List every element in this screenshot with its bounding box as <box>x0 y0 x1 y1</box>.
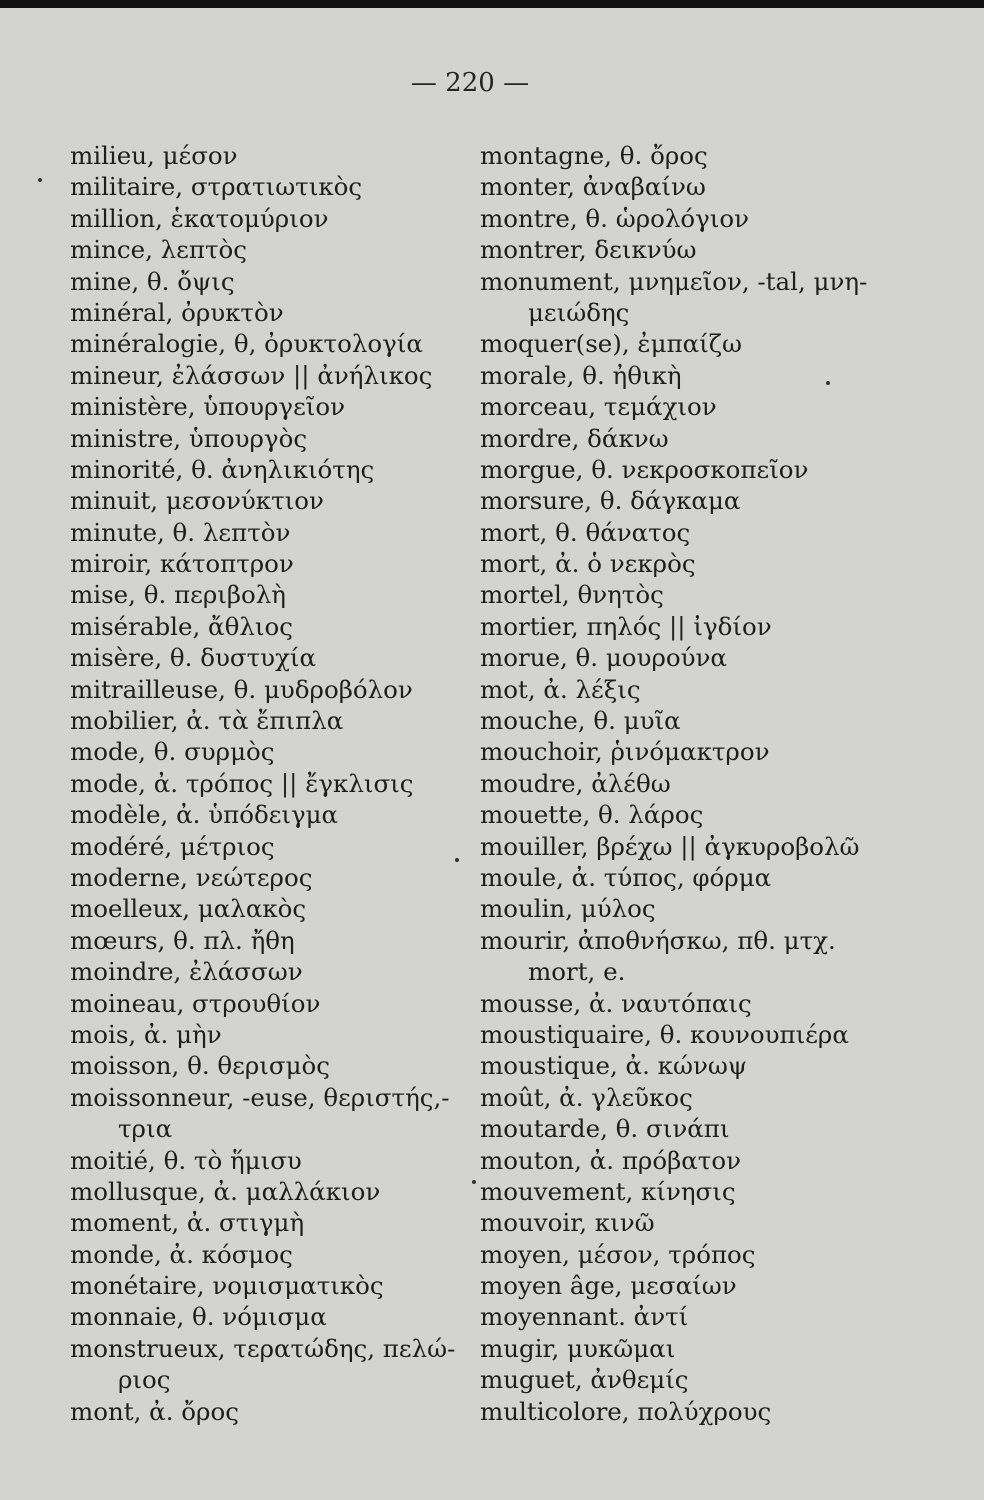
entry: moût, ἀ. γλεῦκος <box>480 1082 693 1112</box>
entry: mortier, πηλός || ἰγδίον <box>480 611 772 641</box>
dictionary-page <box>0 8 984 1500</box>
ink-speck <box>455 858 459 862</box>
entry: million, ἑκατομύριον <box>70 203 329 233</box>
entry: moitié, θ. τὸ ἥμισυ <box>70 1145 302 1175</box>
entry: mouvement, κίνησις <box>480 1176 736 1206</box>
entry: muguet, ἀνθεμίς <box>480 1365 689 1395</box>
entry: moudre, ἀλέθω <box>480 768 671 798</box>
entry: montagne, θ. ὄρος <box>480 141 708 170</box>
entry: mont, ἀ. ὄρος <box>70 1396 239 1426</box>
entry: monnaie, θ. νόμισμα <box>70 1302 327 1332</box>
page-number: — 220 — <box>410 68 530 98</box>
entry: monter, ἀναβαίνω <box>480 172 706 202</box>
entry: moquer(se), ἐμπαίζω <box>480 329 742 359</box>
entry: mouette, θ. λάρος <box>480 800 704 830</box>
entry: montre, θ. ὡρολόγιον <box>480 203 750 233</box>
entry: mois, ἀ. μὴν <box>70 1019 222 1049</box>
entry: monétaire, νομισματικὸς <box>70 1271 384 1301</box>
entry: moyennant. ἀντί <box>480 1302 689 1332</box>
entry: mort, θ. θάνατος <box>480 517 691 547</box>
entry: mugir, μυκῶμαι <box>480 1333 676 1363</box>
entry: miroir, κάτοπτρον <box>70 549 294 579</box>
entry: mortel, θνητὸς <box>480 580 664 610</box>
entry: mollusque, ἀ. μαλλάκιον <box>70 1176 381 1206</box>
right-column <box>480 140 880 1427</box>
entry: mordre, δάκνω <box>480 423 669 453</box>
entry: misérable, ἄθλιος <box>70 611 293 641</box>
entry: mitrailleuse, θ. μυδροβόλον <box>70 674 413 704</box>
entry: moindre, ἐλάσσων <box>70 957 303 987</box>
entry: mine, θ. ὄψις <box>70 266 235 296</box>
entry: mobilier, ἀ. τὰ ἔπιπλα <box>70 706 344 736</box>
entry: mœurs, θ. πλ. ἤθη <box>70 925 295 955</box>
entry: mince, λεπτὸς <box>70 235 247 265</box>
entry: minute, θ. λεπτὸν <box>70 517 291 547</box>
entry: moyen, μέσον, τρόπος <box>480 1239 756 1269</box>
entry: morue, θ. μουρούνα <box>480 643 727 673</box>
entry: moutarde, θ. σινάπι <box>480 1114 730 1144</box>
entry: moderne, νεώτερος <box>70 862 313 892</box>
entry: monde, ἀ. κόσμος <box>70 1239 293 1269</box>
entry: mousse, ἀ. ναυτόπαις <box>480 988 752 1018</box>
entry: ministère, ὑπουργεῖον <box>70 392 346 422</box>
entry: morsure, θ. δάγκαμα <box>480 486 741 516</box>
entry: milieu, μέσον <box>70 141 238 170</box>
entry: misère, θ. δυστυχία <box>70 643 317 673</box>
entry: morceau, τεμάχιον <box>480 392 717 422</box>
left-column <box>70 140 460 1427</box>
entry: moisson, θ. θερισμὸς <box>70 1051 330 1081</box>
entry: monument, μνημεῖον, -tal, μνη- <box>480 266 868 296</box>
entry: moelleux, μαλακὸς <box>70 894 307 924</box>
entry: mode, ἀ. τρόπος || ἔγκλισις <box>70 768 414 798</box>
entry: mineur, ἐλάσσων || ἀνήλικος <box>70 360 433 390</box>
entry: morale, θ. ἠθικὴ <box>480 360 682 390</box>
entry: moyen âge, μεσαίων <box>480 1271 737 1301</box>
entry: moulin, μύλος <box>480 894 656 924</box>
entry-continuation: τρια <box>118 1114 173 1144</box>
entry: militaire, στρατιωτικὸς <box>70 172 363 202</box>
entry-continuation: ριος <box>118 1365 171 1395</box>
entry: moineau, στρουθίον <box>70 988 321 1018</box>
entry: mort, ἀ. ὁ νεκρὸς <box>480 549 696 579</box>
entry: montrer, δεικνύω <box>480 235 697 265</box>
entry: monstrueux, τερατώδης, πελώ- <box>70 1333 456 1363</box>
entry: minéralogie, θ, ὀρυκτολογία <box>70 329 423 359</box>
entry: minuit, μεσονύκτιον <box>70 486 324 516</box>
entry: mise, θ. περιβολὴ <box>70 580 286 610</box>
ink-speck <box>826 381 830 385</box>
ink-speck <box>472 1180 476 1184</box>
entry: modéré, μέτριος <box>70 831 275 861</box>
entry-continuation: μειώδης <box>528 297 630 327</box>
entry: mouche, θ. μυῖα <box>480 706 681 736</box>
entry: modèle, ἀ. ὑπόδειγμα <box>70 800 339 830</box>
entry: mode, θ. συρμὸς <box>70 737 275 767</box>
entry: moustique, ἀ. κώνωψ <box>480 1051 748 1081</box>
entry: mouiller, βρέχω || ἀγκυροβολῶ <box>480 831 860 861</box>
entry: mot, ἀ. λέξις <box>480 674 641 704</box>
entry: mouton, ἀ. πρόβατον <box>480 1145 741 1175</box>
entry: moissonneur, -euse, θεριστής,- <box>70 1082 450 1112</box>
entry: minorité, θ. ἀνηλικιότης <box>70 454 375 484</box>
entry-continuation: mort, e. <box>528 957 626 987</box>
entry: mouchoir, ῥινόμακτρον <box>480 737 770 767</box>
entry: moule, ἀ. τύπος, φόρμα <box>480 862 772 892</box>
entry: minéral, ὀρυκτὸν <box>70 297 284 327</box>
entry: moustiquaire, θ. κουνουπιέρα <box>480 1019 849 1049</box>
entry: moment, ἀ. στιγμὴ <box>70 1208 305 1238</box>
entry: morgue, θ. νεκροσκοπεῖον <box>480 454 809 484</box>
ink-speck <box>38 178 42 182</box>
entry: mourir, ἀποθνήσκω, πθ. μτχ. <box>480 925 836 955</box>
entry: multicolore, πολύχρους <box>480 1396 772 1426</box>
entry: ministre, ὑπουργὸς <box>70 423 308 453</box>
entry: mouvoir, κινῶ <box>480 1208 655 1238</box>
